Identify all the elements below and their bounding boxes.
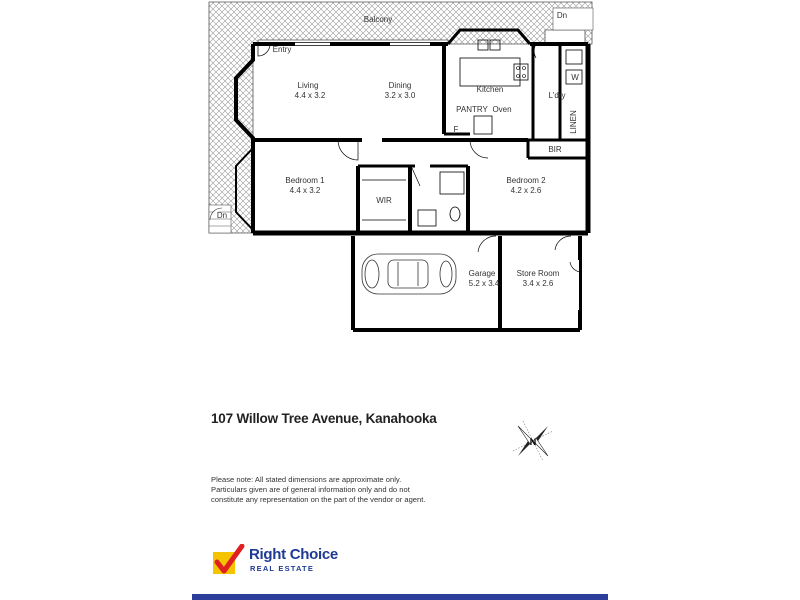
- label-dining-dim: 3.2 x 3.0: [384, 91, 416, 100]
- label-laundry: L'dry: [548, 91, 566, 100]
- label-garage-name: Garage: [468, 269, 496, 278]
- label-dn-left: Dn: [216, 211, 228, 220]
- north-compass-icon: [510, 418, 556, 464]
- label-entry: Entry: [272, 45, 292, 54]
- car-illustration: [362, 254, 456, 294]
- label-oven: Oven: [492, 105, 512, 114]
- compass-letter: N: [529, 437, 537, 447]
- label-w: W: [571, 73, 579, 82]
- label-pantry: PANTRY: [456, 105, 488, 114]
- right-choice-logo: [211, 544, 351, 584]
- label-wir: WIR: [376, 196, 392, 205]
- balcony-deck: [209, 2, 593, 233]
- logo-brand-name: Right Choice: [249, 546, 338, 563]
- label-store-dim: 3.4 x 2.6: [522, 279, 554, 288]
- property-address: 107 Willow Tree Avenue, Kanahooka: [211, 411, 437, 426]
- room-labels: [217, 11, 579, 288]
- label-bedroom2-name: Bedroom 2: [506, 176, 546, 185]
- disclaimer-line: Please note: All stated dimensions are approximate only.: [211, 475, 402, 484]
- label-f: F: [453, 125, 459, 134]
- house-walls: [236, 30, 588, 233]
- label-balcony: Balcony: [363, 15, 393, 24]
- label-bedroom2-dim: 4.2 x 2.6: [510, 186, 542, 195]
- label-living-dim: 4.4 x 3.2: [294, 91, 326, 100]
- label-dining-name: Dining: [388, 81, 412, 90]
- label-garage-dim: 5.2 x 3.4: [468, 279, 500, 288]
- disclaimer-line: constitute any representation on the part of the vendor or agent.: [211, 495, 426, 504]
- label-bir: BIR: [548, 145, 562, 154]
- disclaimer-note: [211, 475, 471, 505]
- label-store-name: Store Room: [516, 269, 560, 278]
- footer-bar: [192, 594, 608, 600]
- label-bedroom1-name: Bedroom 1: [285, 176, 325, 185]
- label-kitchen: Kitchen: [476, 85, 504, 94]
- disclaimer-line: Particulars given are of general information only and do not: [211, 485, 410, 494]
- label-dn-top: Dn: [556, 11, 568, 20]
- label-bedroom1-dim: 4.4 x 3.2: [289, 186, 321, 195]
- label-living-name: Living: [297, 81, 319, 90]
- checkmark-box-icon: [211, 544, 245, 578]
- logo-tagline: REAL ESTATE: [250, 564, 315, 573]
- label-linen: LINEN: [569, 110, 578, 134]
